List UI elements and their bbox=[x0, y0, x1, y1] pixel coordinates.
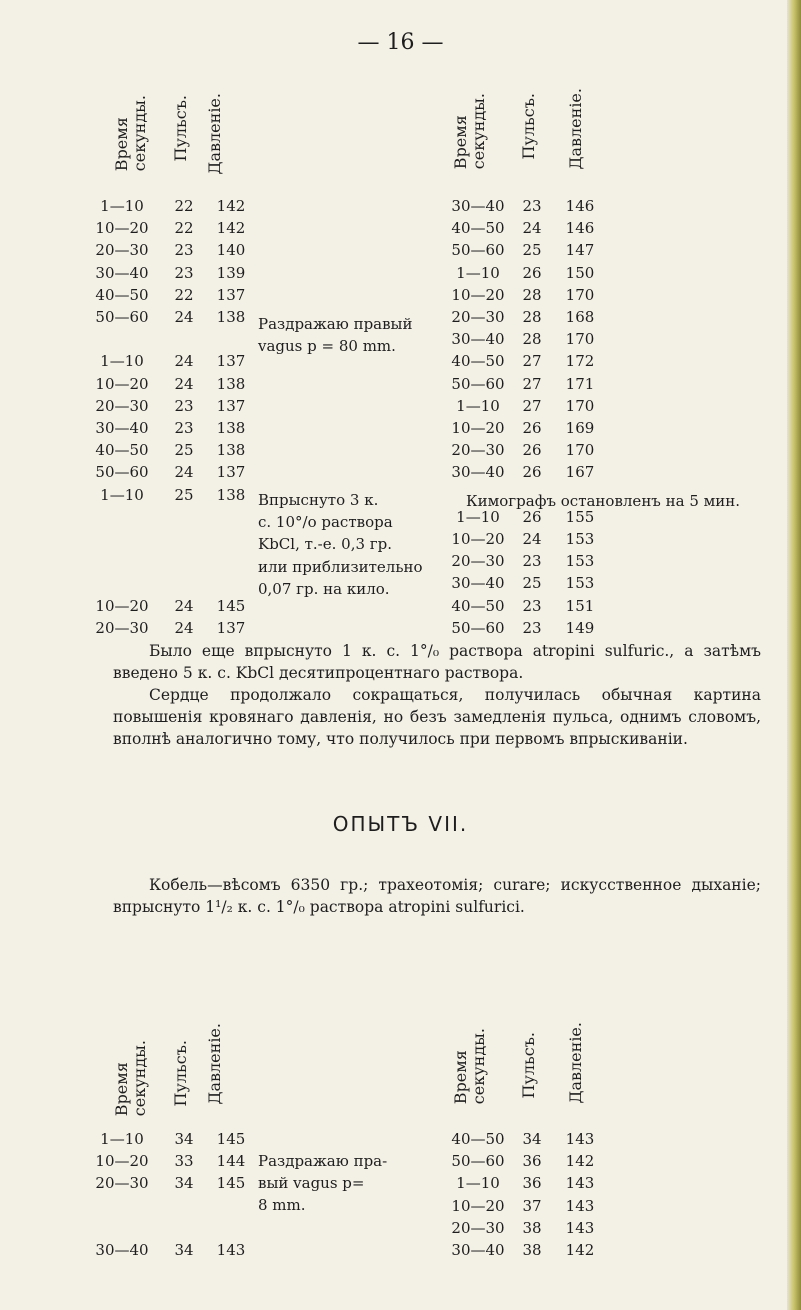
t1-right-pressure-cell: 170 bbox=[565, 441, 595, 460]
t1-right-pressure-cell: 149 bbox=[565, 618, 595, 637]
t1-left-pulse-cell: 24 bbox=[174, 352, 194, 371]
t2-right-pulse-cell: 36 bbox=[522, 1152, 542, 1171]
t2-right-pulse-cell: 36 bbox=[522, 1174, 542, 1193]
t2-left-time-cell: 1—10 bbox=[100, 1130, 144, 1148]
t1-left-pressure-cell: 138 bbox=[216, 374, 246, 393]
t1-right-time-cell: 10—20 bbox=[451, 530, 505, 548]
t2-left-pressure-header: Давленіе. bbox=[205, 1023, 224, 1105]
paragraph-3: Кобель—вѣсомъ 6350 гр.; трахеотомія; curare; искусственное дыханіе; впрыснуто 1¹/₂ к. с. 1°/₀ раствора atropini sulfurici. bbox=[113, 876, 761, 916]
t1-right-time-cell: 30—40 bbox=[451, 330, 505, 349]
t2-left-pressure-cell: 145 bbox=[216, 1130, 246, 1148]
t1-left-time-header: Время секунды. bbox=[112, 95, 149, 172]
t1-right-pulse-cell: 26 bbox=[522, 463, 542, 482]
paragraph-2: Сердце продолжало сокращаться, получилась обычная картина повышенія кровянаго давленія, но безъ замедленія пульса, однимъ словомъ, вполнѣ аналогично тому, что получилось при первомъ впрыскиваніи. bbox=[113, 686, 761, 748]
t2-right-pressure-cell: 143 bbox=[565, 1174, 595, 1193]
t2-right-pulse-cell: 34 bbox=[522, 1130, 542, 1148]
t1-left-pressure-cell: 138 bbox=[216, 485, 246, 504]
t1-left-pulse-cell: 24 bbox=[174, 618, 194, 637]
t1-left-pulse-cell: 24 bbox=[174, 596, 194, 615]
t1-left-time-cell: 10—20 bbox=[95, 219, 149, 238]
t2-right-pressure-cell: 143 bbox=[565, 1196, 595, 1215]
t1-left-time-cell: 20—30 bbox=[95, 618, 149, 637]
t1-left-time-cell: 40—50 bbox=[95, 285, 149, 304]
t1-right-pulse-cell: 26 bbox=[522, 441, 542, 460]
t1-right-time-cell: 1—10 bbox=[456, 507, 500, 526]
t2-right-pulse-header: Пульсъ. bbox=[519, 1032, 538, 1099]
t1-left-pulse-cell: 23 bbox=[174, 396, 194, 415]
t1-right-time-cell: 1—10 bbox=[456, 263, 500, 282]
t1-right-pulse-cell: 23 bbox=[522, 552, 542, 571]
t1-right-time-cell: 10—20 bbox=[451, 419, 505, 437]
t2-left-pulse-cell: 34 bbox=[174, 1130, 194, 1148]
page-number: — 16 — bbox=[357, 30, 444, 55]
t1-note-vagus: Раздражаю правый vagus p = 80 mm. bbox=[258, 315, 413, 356]
t1-right-pressure-cell: 147 bbox=[565, 241, 595, 260]
t1-left-time-cell: 1—10 bbox=[100, 197, 144, 215]
t1-left-pressure-cell: 140 bbox=[216, 241, 246, 260]
t1-right-time-cell: 40—50 bbox=[451, 596, 505, 615]
t2-left-time-cell: 10—20 bbox=[95, 1152, 149, 1171]
t1-right-time-cell: 20—30 bbox=[451, 441, 505, 460]
t2-right-time-cell: 30—40 bbox=[451, 1241, 505, 1259]
t1-right-pulse-cell: 25 bbox=[522, 241, 542, 260]
t1-left-time-cell: 10—20 bbox=[95, 596, 149, 615]
t1-right-pulse-cell: 24 bbox=[522, 530, 542, 548]
t1-left-pulse-cell: 22 bbox=[174, 219, 194, 238]
t1-right-pulse-cell: 23 bbox=[522, 197, 542, 215]
t2-note-vagus: Раздражаю пра- вый vagus p= 8 mm. bbox=[258, 1152, 388, 1215]
t1-left-pressure-cell: 139 bbox=[216, 263, 246, 282]
t1-left-time-cell: 1—10 bbox=[100, 485, 144, 504]
t1-left-pulse-cell: 24 bbox=[174, 463, 194, 482]
t1-left-pulse-cell: 24 bbox=[174, 308, 194, 326]
t1-right-time-cell: 1—10 bbox=[456, 396, 500, 415]
t1-right-time-cell: 50—60 bbox=[451, 618, 505, 637]
t1-right-time-cell: 50—60 bbox=[451, 374, 505, 393]
t1-left-time-cell: 20—30 bbox=[95, 396, 149, 415]
t1-right-time-cell: 10—20 bbox=[451, 285, 505, 304]
t2-left-time-header: Время секунды. bbox=[112, 1040, 149, 1117]
t2-right-pressure-cell: 142 bbox=[565, 1241, 595, 1259]
t1-left-pulse-cell: 25 bbox=[174, 485, 194, 504]
t1-right-pressure-cell: 172 bbox=[565, 352, 595, 371]
t1-left-pulse-cell: 25 bbox=[174, 441, 194, 460]
t1-right-pulse-cell: 24 bbox=[522, 219, 542, 238]
t1-right-pulse-cell: 26 bbox=[522, 419, 542, 437]
t1-right-time-cell: 30—40 bbox=[451, 463, 505, 482]
t1-left-pressure-cell: 145 bbox=[216, 596, 246, 615]
t1-left-pulse-header: Пульсъ. bbox=[171, 95, 190, 162]
t1-right-pressure-cell: 150 bbox=[565, 263, 595, 282]
t1-right-pressure-cell: 151 bbox=[565, 596, 595, 615]
t2-right-time-cell: 40—50 bbox=[451, 1130, 505, 1148]
t1-right-pressure-cell: 168 bbox=[565, 308, 595, 326]
t1-right-time-cell: 30—40 bbox=[451, 197, 505, 215]
t1-right-time-cell: 20—30 bbox=[451, 552, 505, 571]
t2-left-pressure-cell: 145 bbox=[216, 1174, 246, 1193]
t1-left-pressure-cell: 137 bbox=[216, 463, 246, 482]
t2-right-pressure-cell: 143 bbox=[565, 1218, 595, 1237]
t2-right-time-cell: 50—60 bbox=[451, 1152, 505, 1171]
t1-right-pulse-cell: 26 bbox=[522, 507, 542, 526]
t1-left-pressure-cell: 137 bbox=[216, 285, 246, 304]
t1-left-time-cell: 1—10 bbox=[100, 352, 144, 371]
t2-left-pulse-header: Пульсъ. bbox=[171, 1040, 190, 1107]
t1-right-pressure-cell: 153 bbox=[565, 574, 595, 593]
t1-left-time-cell: 50—60 bbox=[95, 308, 149, 326]
t1-right-pulse-cell: 27 bbox=[522, 396, 542, 415]
t1-right-pulse-cell: 23 bbox=[522, 596, 542, 615]
t1-left-pulse-cell: 22 bbox=[174, 285, 194, 304]
t1-right-pulse-cell: 23 bbox=[522, 618, 542, 637]
t2-left-pulse-cell: 33 bbox=[174, 1152, 194, 1171]
t1-left-pressure-header: Давленіе. bbox=[205, 93, 224, 175]
t2-right-time-cell: 20—30 bbox=[451, 1218, 505, 1237]
t1-left-pulse-cell: 23 bbox=[174, 419, 194, 437]
t1-right-pulse-header: Пульсъ. bbox=[519, 93, 538, 160]
t1-right-pressure-cell: 169 bbox=[565, 419, 595, 437]
t1-left-pulse-cell: 23 bbox=[174, 263, 194, 282]
t1-right-pressure-cell: 146 bbox=[565, 197, 595, 215]
t1-left-pressure-cell: 137 bbox=[216, 396, 246, 415]
t1-right-pressure-header: Давленіе. bbox=[566, 88, 585, 170]
t1-right-time-cell: 40—50 bbox=[451, 219, 505, 238]
t1-left-pulse-cell: 22 bbox=[174, 197, 194, 215]
page-edge-shadow bbox=[787, 0, 801, 1310]
t1-right-pulse-cell: 27 bbox=[522, 352, 542, 371]
t1-right-time-cell: 40—50 bbox=[451, 352, 505, 371]
t2-left-pulse-cell: 34 bbox=[174, 1241, 194, 1259]
t1-right-time-cell: 20—30 bbox=[451, 308, 505, 326]
t1-right-pressure-cell: 146 bbox=[565, 219, 595, 238]
t1-right-pulse-cell: 27 bbox=[522, 374, 542, 393]
t1-left-time-cell: 40—50 bbox=[95, 441, 149, 460]
t1-left-pressure-cell: 142 bbox=[216, 197, 246, 215]
t1-left-pulse-cell: 23 bbox=[174, 241, 194, 260]
t1-left-time-cell: 50—60 bbox=[95, 463, 149, 482]
t1-left-pressure-cell: 142 bbox=[216, 219, 246, 238]
t1-right-pulse-cell: 28 bbox=[522, 330, 542, 349]
t1-left-pulse-cell: 24 bbox=[174, 374, 194, 393]
t1-left-pressure-cell: 137 bbox=[216, 618, 246, 637]
t2-right-pressure-header: Давленіе. bbox=[566, 1022, 585, 1104]
t1-note-injection: Впрыснуто 3 к. с. 10°/о раствора KbCl, т.-е. 0,3 гр. или приблизительно 0,07 гр. на кило. bbox=[258, 491, 423, 598]
t1-right-time-cell: 30—40 bbox=[451, 574, 505, 593]
t1-right-pressure-cell: 153 bbox=[565, 552, 595, 571]
t1-left-pressure-cell: 138 bbox=[216, 308, 246, 326]
t1-right-pressure-cell: 170 bbox=[565, 396, 595, 415]
t2-left-time-cell: 20—30 bbox=[95, 1174, 149, 1193]
t2-right-pulse-cell: 38 bbox=[522, 1241, 542, 1259]
t1-right-pulse-cell: 25 bbox=[522, 574, 542, 593]
t1-left-pressure-cell: 138 bbox=[216, 441, 246, 460]
t1-right-pressure-cell: 171 bbox=[565, 374, 595, 393]
t2-right-pulse-cell: 37 bbox=[522, 1196, 542, 1215]
t1-right-time-cell: 50—60 bbox=[451, 241, 505, 260]
experiment-heading: ОПЫТЪ VII. bbox=[332, 812, 469, 836]
t1-right-pressure-cell: 170 bbox=[565, 330, 595, 349]
t1-right-pressure-cell: 153 bbox=[565, 530, 595, 548]
t1-right-pressure-cell: 155 bbox=[565, 507, 595, 526]
t1-right-time-header: Время секунды. bbox=[451, 93, 488, 170]
t2-right-time-header: Время секунды. bbox=[451, 1028, 488, 1105]
kymograph-note: Кимографъ остановленъ на 5 мин. bbox=[466, 492, 741, 510]
t1-left-time-cell: 30—40 bbox=[95, 263, 149, 282]
t2-right-pulse-cell: 38 bbox=[522, 1218, 542, 1237]
t2-right-pressure-cell: 143 bbox=[565, 1130, 595, 1148]
t1-left-pressure-cell: 138 bbox=[216, 419, 246, 437]
t2-left-time-cell: 30—40 bbox=[95, 1241, 149, 1259]
t1-right-pulse-cell: 26 bbox=[522, 263, 542, 282]
t1-left-pressure-cell: 137 bbox=[216, 352, 246, 371]
t2-left-pulse-cell: 34 bbox=[174, 1174, 194, 1193]
t1-right-pulse-cell: 28 bbox=[522, 285, 542, 304]
t1-right-pulse-cell: 28 bbox=[522, 308, 542, 326]
paragraph-1: Было еще впрыснуто 1 к. с. 1°/₀ раствора atropini sulfuric., а затѣмъ введено 5 к. с. KbCl десятипроцентнаго раствора. bbox=[113, 642, 761, 682]
t1-right-pressure-cell: 170 bbox=[565, 285, 595, 304]
t2-right-pressure-cell: 142 bbox=[565, 1152, 595, 1171]
t1-left-time-cell: 10—20 bbox=[95, 374, 149, 393]
t1-left-time-cell: 20—30 bbox=[95, 241, 149, 260]
t2-left-pressure-cell: 144 bbox=[216, 1152, 246, 1171]
t1-right-pressure-cell: 167 bbox=[565, 463, 595, 482]
t2-right-time-cell: 10—20 bbox=[451, 1196, 505, 1215]
t2-left-pressure-cell: 143 bbox=[216, 1241, 246, 1259]
t2-right-time-cell: 1—10 bbox=[456, 1174, 500, 1193]
t1-left-time-cell: 30—40 bbox=[95, 419, 149, 437]
